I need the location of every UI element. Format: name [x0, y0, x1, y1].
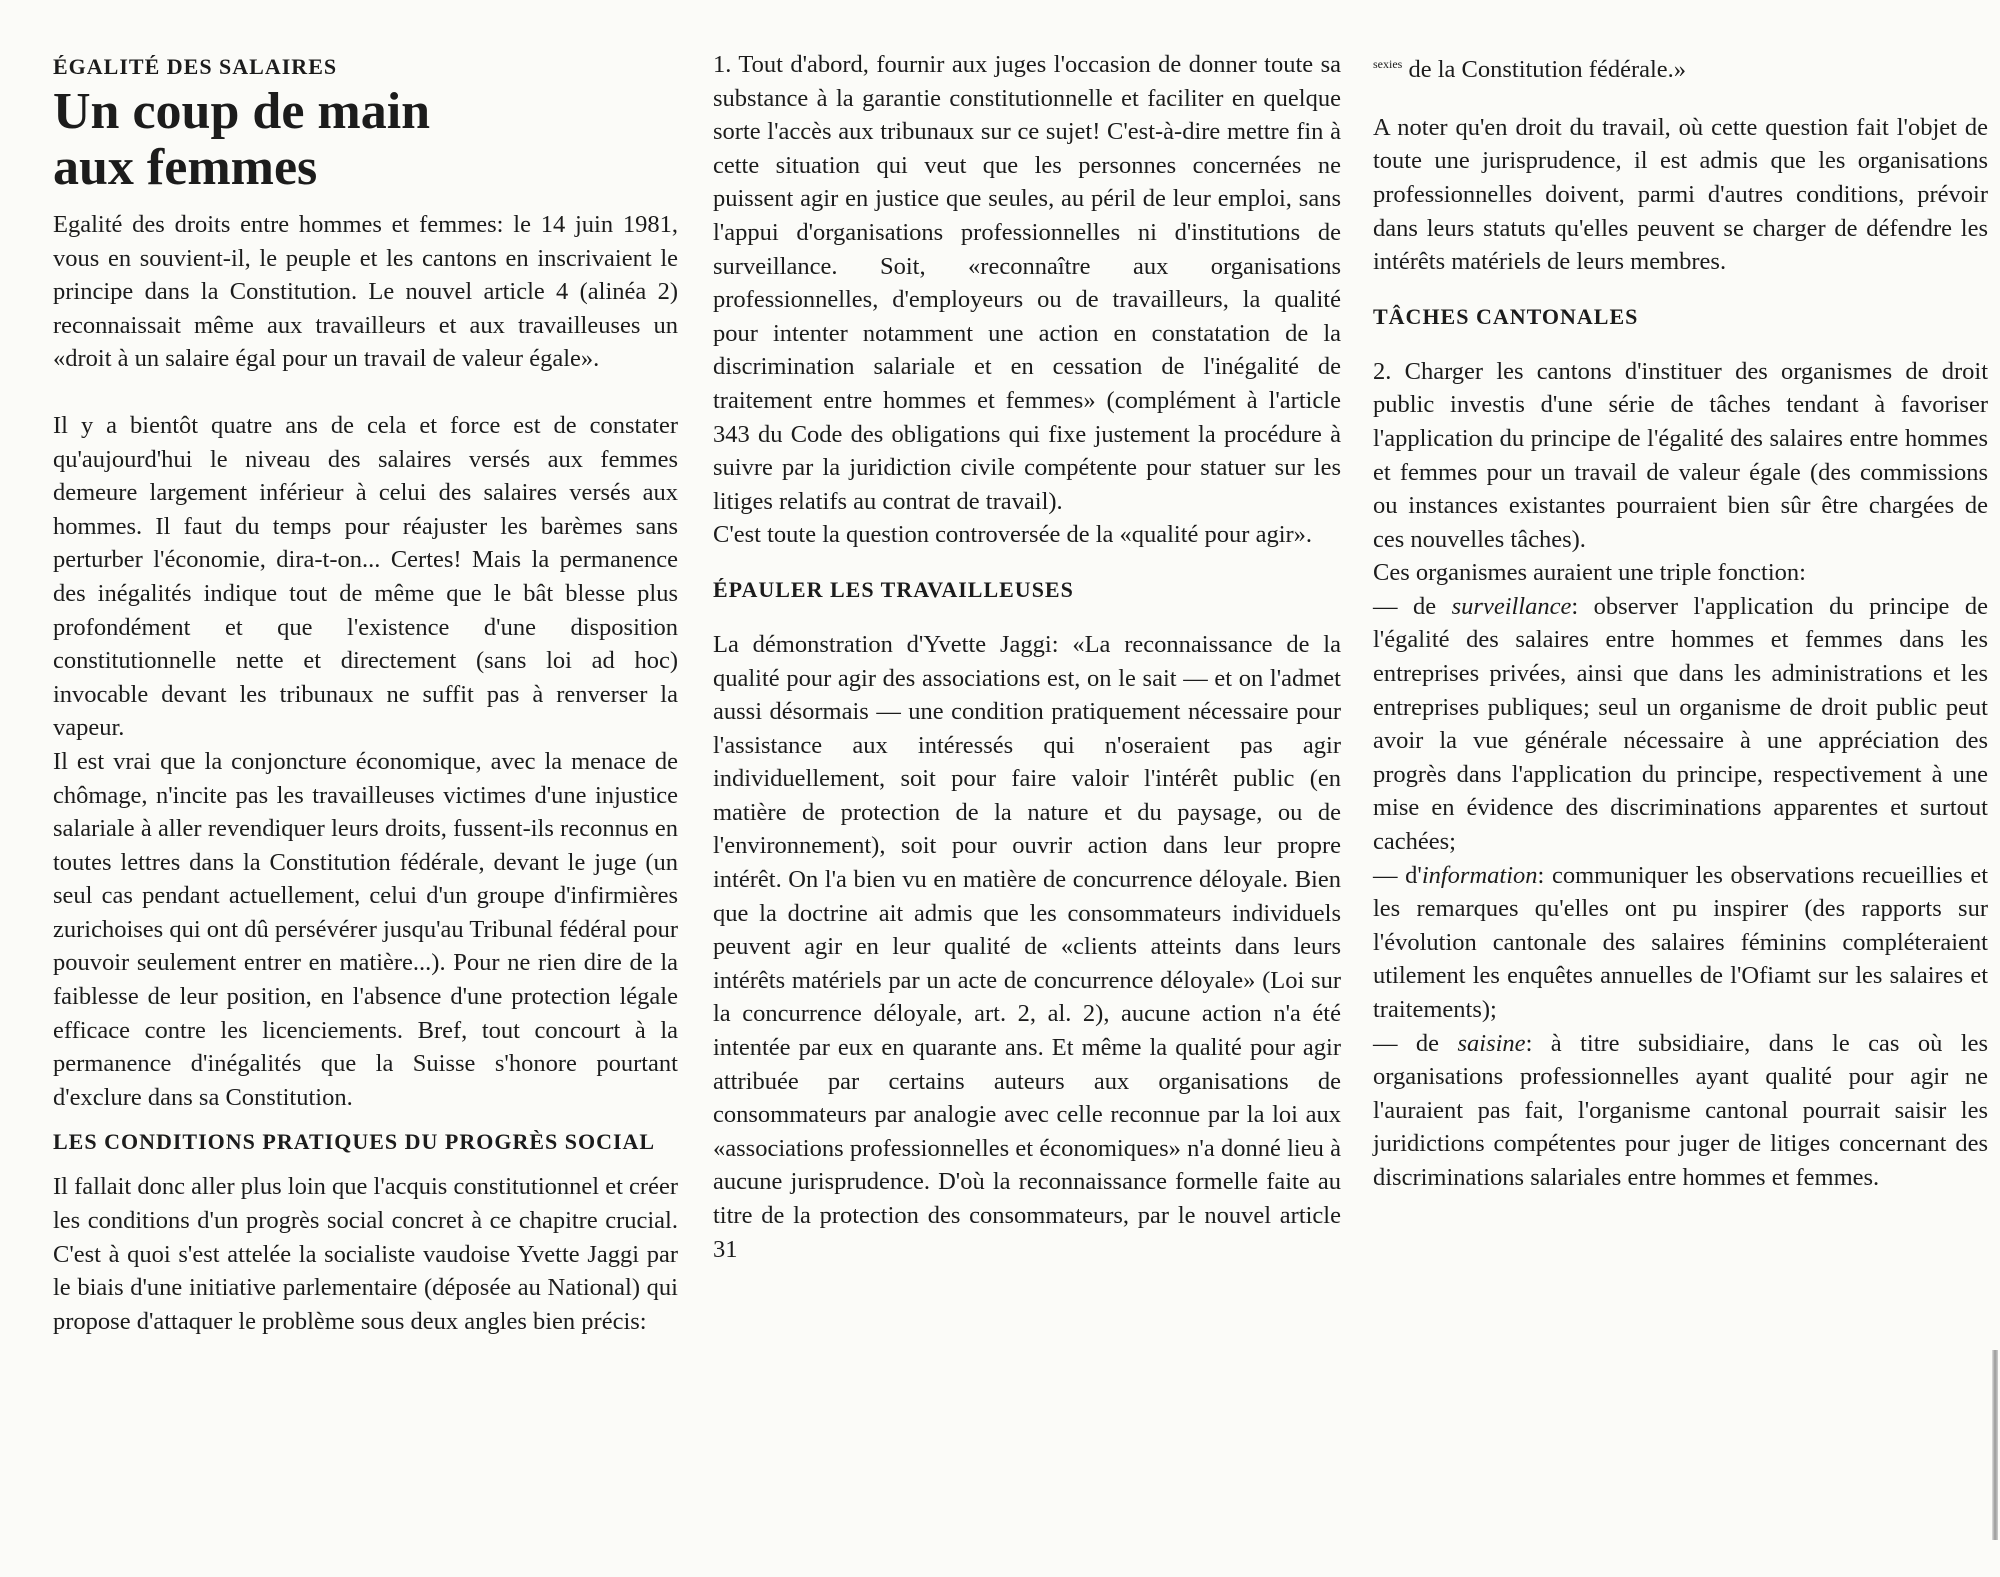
function-label: saisine — [1457, 1029, 1526, 1057]
headline — [53, 84, 678, 196]
headline-line-2: aux femmes — [53, 139, 318, 196]
paragraph: 1. Tout d'abord, fournir aux juges l'occasion de donner toute sa substance à la garantie constitutionnelle et faciliter en quelque sorte l'accès aux tribunaux sur ce sujet! C'est-à-dire mettre fin à cette situation qui veut que les personnes concernées ne puissent agir en justice que seules, au péril de leur emploi, sans l'appui d'organisations professionnelles ni d'institutions de surveillance. Soit, «reconnaître aux organisations professionnelles, d'employeurs ou de travailleurs, la qualité pour intenter notamment une action en constatation de la discrimination salariale et en cessation de l'inégalité de traitement entre hommes et femmes» (complément à l'article 343 du Code des obligations qui fixe justement la procédure à suivre par la juridiction civile compétente pour statuer sur les litiges relatifs au contrat de travail). — [713, 51, 1341, 515]
subhead-taches: TÂCHES CANTONALES — [1373, 303, 1639, 329]
quote-end-sup: sexies — [1373, 57, 1403, 71]
paragraph: Ces organismes auraient une triple fonction: — [1373, 559, 1806, 587]
intro-paragraph: Egalité des droits entre hommes et femmes: le 14 juin 1981, vous en souvient-il, le peuple et les cantons en inscrivaient le principe dans la Constitution. Le nouvel article 4 (alinéa 2) reconnaissait même aux travailleurs et aux travailleuses un «droit à un salaire égal pour un travail de valeur égale». — [53, 211, 678, 373]
function-item-information — [1373, 859, 1988, 1027]
quote-end: de la Constitution fédérale.» — [1402, 56, 1687, 84]
function-label: surveillance — [1451, 592, 1572, 620]
paragraph — [1373, 48, 1988, 87]
dash: — de — [1373, 592, 1452, 620]
function-item-surveillance — [1373, 590, 1988, 859]
column-1 — [53, 44, 678, 1338]
function-text: : à titre subsidiaire, dans le cas où les organisations professionnelles ayant qualité pour agir ne l'auraient pas fait, l'organisme cantonal pourrait saisir les juridictions compétentes pour juger de litiges concernant des discriminations salariales entre hommes et femmes. — [1373, 1029, 1989, 1191]
column-3 — [1373, 48, 1988, 1195]
paragraph: 2. Charger les cantons d'instituer des organismes de droit public investis d'une série de tâches tendant à favoriser l'application du principe de l'égalité des salaires entre hommes et femmes pour un travail de valeur égale (des commissions ou instances existantes pourraient bien sûr être chargées de ces nouvelles tâches). — [1373, 357, 1988, 553]
subhead-conditions: LES CONDITIONS PRATIQUES DU PROGRÈS SOCIAL — [53, 1129, 656, 1155]
function-label: information — [1421, 861, 1538, 889]
subhead-epauler: ÉPAULER LES TRAVAILLEUSES — [713, 576, 1074, 602]
function-text: : communiquer les observations recueillies et les remarques qu'elles ont pu inspirer (des rapports sur l'évolution cantonale des salaires féminins compléteraient utilement les enquêtes annuelles de l'Ofiamt sur les salaires et traitements); — [1373, 861, 1988, 1023]
column-2 — [713, 48, 1341, 1266]
paragraph: A noter qu'en droit du travail, où cette question fait l'objet de toute une jurisprudence, il est admis que les organisations professionnelles doivent, parmi d'autres conditions, prévoir dans leurs statuts qu'elles peuvent se charger de défendre les intérêts matériels de leurs membres. — [1373, 113, 1988, 276]
paragraph: Il y a bientôt quatre ans de cela et force est de constater qu'aujourd'hui le niveau des salaires versés aux femmes demeure largement inférieur à celui des salaires versés aux hommes. Il faut du temps pour réajuster les barèmes sans perturber l'économie, dira-t-on... Certes! Mais la permanence des inégalités indique tout de même que le bât blesse plus profondément et que l'existence d'une disposition constitutionnelle nette et directement (sans loi ad hoc) invocable devant les tribunaux ne suffit pas à renverser la vapeur. — [53, 411, 678, 742]
kicker: ÉGALITÉ DES SALAIRES — [53, 54, 338, 79]
paragraph: Il est vrai que la conjoncture économique, avec la menace de chômage, n'incite pas les travailleuses victimes d'une injustice salariale à aller revendiquer leurs droits, fussent-ils reconnus en toutes lettres dans la Constitution fédérale, devant le juge (un seul cas pendant actuellement, celui d'un groupe d'infirmières zurichoises qui ont dû persévérer jusqu'au Tribunal fédéral pour pouvoir seulement entrer en matière...). Pour ne rien dire de la faiblesse de leur position, en l'absence d'une protection légale efficace contre les licenciements. Bref, tout concourt à la permanence d'inégalités que la Suisse s'honore pourtant d'exclure dans sa Constitution. — [53, 747, 678, 1111]
paragraph: Il fallait donc aller plus loin que l'acquis constitutionnel et créer les conditions d'un progrès social concret à ce chapitre crucial. C'est à quoi s'est attelée la socialiste vaudoise Yvette Jaggi par le biais d'une initiative parlementaire (déposée au National) qui propose d'attaquer le problème sous deux angles bien précis: — [53, 1173, 678, 1335]
paragraph — [713, 628, 1341, 1266]
dash: — d' — [1373, 861, 1422, 889]
paragraph: C'est toute la question controversée de la «qualité pour agir». — [713, 521, 1313, 549]
quote-text: La démonstration d'Yvette Jaggi: «La reconnaissance de la qualité pour agir des associations est, on le sait — et on l'admet aussi désormais — une condition pratiquement nécessaire pour l'assistance aux intéressés qui n'oseraient pas agir individuellement, soit pour faire valoir l'intérêt public (en matière de protection de la nature et du paysage, ou de l'environnement), soit pour ouvrir action dans leur propre intérêt. On l'a bien vu en matière de concurrence déloyale. Bien que la doctrine ait admis que les consommateurs individuels peuvent agir en leur qualité de «clients atteints dans leurs intérêts matériels par un acte de concurrence déloyale» (Loi sur la concurrence déloyale, art. 2, al. 2), aucune action n'a été intentée par eux en quarante ans. Et même la qualité pour agir attribuée par certains auteurs aux organisations de consommateurs par analogie avec celle reconnue par la loi aux «associations professionnelles et économiques» n'a donné lieu à aucune jurisprudence. D'où la reconnaissance formelle faite au titre de la protection des consommateurs, par le nouvel article 31 — [713, 630, 1341, 1263]
function-text: : observer l'application du principe de l'égalité des salaires entre hommes et femmes dans les entreprises privées, ainsi que dans les administrations et les entreprises publiques; seul un organisme de droit public peut avoir la vue générale nécessaire à une appréciation des progrès dans l'application du principe, respectivement à une mise en évidence des discriminations apparentes et surtout cachées; — [1373, 592, 1988, 856]
function-item-saisine — [1373, 1027, 1988, 1195]
page-edge-shadow — [1992, 1350, 1998, 1540]
headline-line-1: Un coup de main — [53, 83, 431, 140]
dash: — de — [1373, 1029, 1458, 1057]
